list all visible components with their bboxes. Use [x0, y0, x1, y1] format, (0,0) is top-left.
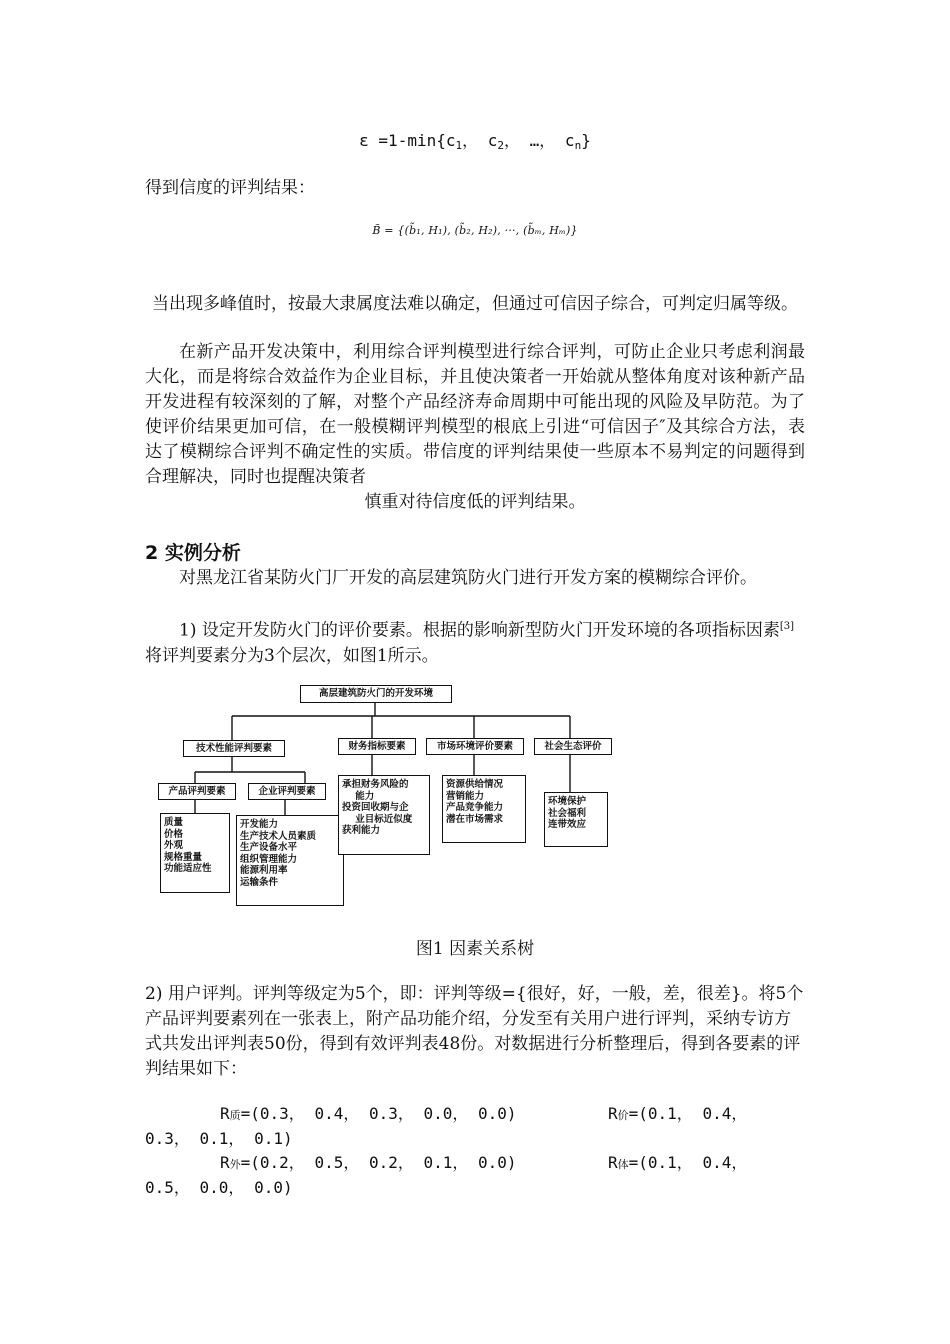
para-decision-main: 在新产品开发决策中，利用综合评判模型进行综合评判，可防止企业只考虑利润最大化，而是将综合效益作为企业目标，并且使决策者一开始就从整体角度对该种新产品开发进程有较深刻的了解，对整个产品经济寿命周期中可能出现的风险及早防范。为了使评价结果更加可信，在一般模糊评判模型的根底上引进“可信因子″及其综合方法，表达了模糊综合评判不确定性的实质。带信度的评判结果使一些原本不易判定的问题得到合理解决，同时也提醒决策者	[145, 342, 805, 487]
r-body-cont: 0.5， 0.0， 0.0)	[145, 1178, 293, 1197]
para-step1: 1) 设定开发防火门的评价要素。根据的影响新型防火门开发环境的各项指标因素[3]将评判要素分为3个层次，如图1所示。	[145, 620, 795, 666]
para-decision	[145, 340, 805, 515]
para-decision-last: 慎重对待信度低的评判结果。	[364, 492, 586, 512]
intro-line: 得到信度的评判结果：	[145, 178, 315, 198]
formula-b-tilde: B̃ = {(b̃₁, H₁), (b̃₂, H₂), ···, (b̃ₘ, Hₘ)}	[372, 224, 578, 237]
formula-epsilon: $\varepsilon =1-\min\{c_1$， $c_2$， …， $c_n$}	[359, 131, 591, 152]
tree-leaf-finance: 承担财务风险的 能力 投资回收期与企 业目标近似度 获利能力	[338, 775, 430, 855]
factor-tree-figure	[150, 680, 630, 905]
r-price-cont: 0.3， 0.1， 0.1)	[145, 1129, 293, 1148]
tree-node-enterprise: 企业评判要素	[248, 783, 326, 800]
para-step2: 2) 用户评判。评判等级定为5个，即：评判等级={很好，好，一般，差，很差}。将5个产品评判要素列在一张表上，附产品功能介绍，分发至有关用户进行评判，采纳专访方式共发出评判表50份，得到有效评判表48份。对数据进行分析整理后，得到各要素的评判结果如下：	[145, 984, 804, 1079]
citation-ref: [3]	[779, 621, 795, 632]
r-body: R体=(0.1， 0.4，	[608, 1153, 748, 1172]
tree-node-finance: 财务指标要素	[338, 738, 416, 755]
section-heading: 2 实例分析	[145, 542, 241, 564]
figure-caption: 图1 因素关系树	[415, 939, 535, 959]
para-case: 对黑龙江省某防火门厂开发的高层建筑防火门进行开发方案的模糊综合评价。	[179, 568, 757, 588]
r-price: R价=(0.1， 0.4，	[608, 1104, 748, 1123]
tree-node-product: 产品评判要素	[158, 783, 236, 800]
tree-root: 高层建筑防火门的开发环境	[300, 685, 452, 703]
tree-leaf-market: 资源供给情况 营销能力 产品竞争能力 潜在市场需求	[442, 775, 526, 843]
tree-node-tech: 技术性能评判要素	[183, 740, 285, 757]
tree-leaf-social: 环境保护 社会福利 连带效应	[544, 792, 608, 847]
tree-leaf-enterprise: 开发能力 生产技术人员素质 生产设备水平 组织管理能力 能源利用率 运输条件	[236, 815, 344, 906]
para-multi-peak: 当出现多峰值时，按最大隶属度法难以确定，但通过可信因子综合，可判定归属等级。	[152, 294, 798, 314]
tree-leaf-product: 质量 价格 外观 规格重量 功能适应性	[160, 813, 230, 893]
r-quality: R质=(0.3， 0.4， 0.3， 0.0， 0.0)	[220, 1104, 517, 1123]
tree-node-market: 市场环境评价要素	[426, 738, 524, 755]
r-appearance: R外=(0.2， 0.5， 0.2， 0.1， 0.0)	[220, 1153, 517, 1172]
tree-node-social: 社会生态评价	[534, 738, 612, 755]
